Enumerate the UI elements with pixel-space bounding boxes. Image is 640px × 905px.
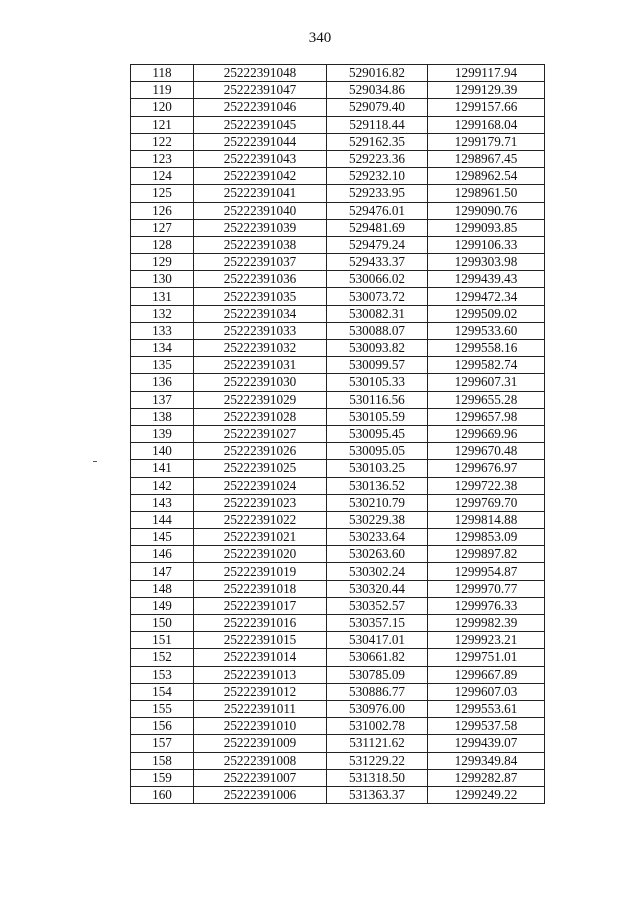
y-coordinate-cell: 1299582.74 xyxy=(428,357,545,374)
x-coordinate-cell: 530095.05 xyxy=(327,443,428,460)
table-row xyxy=(131,494,545,511)
point-id-cell: 25222391007 xyxy=(194,769,327,786)
x-coordinate-cell: 530357.15 xyxy=(327,615,428,632)
point-id-cell: 25222391015 xyxy=(194,632,327,649)
y-coordinate-cell: 1299667.89 xyxy=(428,666,545,683)
row-index-cell: 142 xyxy=(131,477,194,494)
table-row xyxy=(131,752,545,769)
y-coordinate-cell: 1299249.22 xyxy=(428,786,545,803)
y-coordinate-cell: 1299954.87 xyxy=(428,563,545,580)
x-coordinate-cell: 530093.82 xyxy=(327,340,428,357)
x-coordinate-cell: 530302.24 xyxy=(327,563,428,580)
table-row xyxy=(131,305,545,322)
table-row xyxy=(131,116,545,133)
y-coordinate-cell: 1299129.39 xyxy=(428,82,545,99)
x-coordinate-cell: 531121.62 xyxy=(327,735,428,752)
x-coordinate-cell: 529079.40 xyxy=(327,99,428,116)
point-id-cell: 25222391026 xyxy=(194,443,327,460)
y-coordinate-cell: 1298961.50 xyxy=(428,185,545,202)
x-coordinate-cell: 529233.95 xyxy=(327,185,428,202)
x-coordinate-cell: 530088.07 xyxy=(327,322,428,339)
y-coordinate-cell: 1299558.16 xyxy=(428,340,545,357)
row-index-cell: 157 xyxy=(131,735,194,752)
table-row xyxy=(131,769,545,786)
row-index-cell: 143 xyxy=(131,494,194,511)
row-index-cell: 139 xyxy=(131,425,194,442)
x-coordinate-cell: 529118.44 xyxy=(327,116,428,133)
y-coordinate-cell: 1299093.85 xyxy=(428,219,545,236)
y-coordinate-cell: 1299439.07 xyxy=(428,735,545,752)
point-id-cell: 25222391041 xyxy=(194,185,327,202)
y-coordinate-cell: 1299607.31 xyxy=(428,374,545,391)
row-index-cell: 122 xyxy=(131,133,194,150)
row-index-cell: 131 xyxy=(131,288,194,305)
point-id-cell: 25222391033 xyxy=(194,322,327,339)
x-coordinate-cell: 529433.37 xyxy=(327,254,428,271)
row-index-cell: 156 xyxy=(131,718,194,735)
table-row xyxy=(131,374,545,391)
y-coordinate-cell: 1299537.58 xyxy=(428,718,545,735)
table-row xyxy=(131,477,545,494)
x-coordinate-cell: 531318.50 xyxy=(327,769,428,786)
row-index-cell: 124 xyxy=(131,168,194,185)
table-row xyxy=(131,683,545,700)
y-coordinate-cell: 1299157.66 xyxy=(428,99,545,116)
point-id-cell: 25222391044 xyxy=(194,133,327,150)
x-coordinate-cell: 529034.86 xyxy=(327,82,428,99)
table-row xyxy=(131,133,545,150)
point-id-cell: 25222391045 xyxy=(194,116,327,133)
table-row xyxy=(131,168,545,185)
row-index-cell: 128 xyxy=(131,236,194,253)
point-id-cell: 25222391008 xyxy=(194,752,327,769)
x-coordinate-cell: 530095.45 xyxy=(327,425,428,442)
x-coordinate-cell: 529232.10 xyxy=(327,168,428,185)
row-index-cell: 152 xyxy=(131,649,194,666)
y-coordinate-cell: 1299106.33 xyxy=(428,236,545,253)
table-row xyxy=(131,563,545,580)
x-coordinate-cell: 530210.79 xyxy=(327,494,428,511)
table-row xyxy=(131,615,545,632)
row-index-cell: 145 xyxy=(131,529,194,546)
x-coordinate-cell: 531363.37 xyxy=(327,786,428,803)
point-id-cell: 25222391009 xyxy=(194,735,327,752)
y-coordinate-cell: 1299533.60 xyxy=(428,322,545,339)
table-row xyxy=(131,150,545,167)
point-id-cell: 25222391024 xyxy=(194,477,327,494)
row-index-cell: 132 xyxy=(131,305,194,322)
point-id-cell: 25222391019 xyxy=(194,563,327,580)
point-id-cell: 25222391034 xyxy=(194,305,327,322)
page-number: 340 xyxy=(308,30,332,46)
table-row xyxy=(131,185,545,202)
table-body xyxy=(131,65,545,804)
x-coordinate-cell: 530116.56 xyxy=(327,391,428,408)
point-id-cell: 25222391040 xyxy=(194,202,327,219)
y-coordinate-cell: 1299655.28 xyxy=(428,391,545,408)
point-id-cell: 25222391016 xyxy=(194,615,327,632)
point-id-cell: 25222391018 xyxy=(194,580,327,597)
row-index-cell: 158 xyxy=(131,752,194,769)
table-row xyxy=(131,408,545,425)
x-coordinate-cell: 530886.77 xyxy=(327,683,428,700)
x-coordinate-cell: 530417.01 xyxy=(327,632,428,649)
x-coordinate-cell: 530066.02 xyxy=(327,271,428,288)
row-index-cell: 133 xyxy=(131,322,194,339)
row-index-cell: 127 xyxy=(131,219,194,236)
x-coordinate-cell: 529479.24 xyxy=(327,236,428,253)
x-coordinate-cell: 531229.22 xyxy=(327,752,428,769)
y-coordinate-cell: 1299853.09 xyxy=(428,529,545,546)
x-coordinate-cell: 530229.38 xyxy=(327,511,428,528)
y-coordinate-cell: 1299117.94 xyxy=(428,65,545,82)
point-id-cell: 25222391022 xyxy=(194,511,327,528)
table-row xyxy=(131,735,545,752)
x-coordinate-cell: 529223.36 xyxy=(327,150,428,167)
x-coordinate-cell: 530661.82 xyxy=(327,649,428,666)
table-row xyxy=(131,82,545,99)
x-coordinate-cell: 530105.33 xyxy=(327,374,428,391)
point-id-cell: 25222391047 xyxy=(194,82,327,99)
point-id-cell: 25222391042 xyxy=(194,168,327,185)
point-id-cell: 25222391014 xyxy=(194,649,327,666)
row-index-cell: 160 xyxy=(131,786,194,803)
y-coordinate-cell: 1299970.77 xyxy=(428,580,545,597)
row-index-cell: 130 xyxy=(131,271,194,288)
y-coordinate-cell: 1299439.43 xyxy=(428,271,545,288)
table-row xyxy=(131,786,545,803)
coordinates-table xyxy=(130,64,545,804)
x-coordinate-cell: 529476.01 xyxy=(327,202,428,219)
x-coordinate-cell: 530073.72 xyxy=(327,288,428,305)
row-index-cell: 148 xyxy=(131,580,194,597)
x-coordinate-cell: 531002.78 xyxy=(327,718,428,735)
row-index-cell: 123 xyxy=(131,150,194,167)
y-coordinate-cell: 1299168.04 xyxy=(428,116,545,133)
point-id-cell: 25222391013 xyxy=(194,666,327,683)
table-row xyxy=(131,219,545,236)
row-index-cell: 151 xyxy=(131,632,194,649)
point-id-cell: 25222391032 xyxy=(194,340,327,357)
point-id-cell: 25222391023 xyxy=(194,494,327,511)
x-coordinate-cell: 530103.25 xyxy=(327,460,428,477)
y-coordinate-cell: 1299282.87 xyxy=(428,769,545,786)
row-index-cell: 135 xyxy=(131,357,194,374)
row-index-cell: 121 xyxy=(131,116,194,133)
x-coordinate-cell: 530320.44 xyxy=(327,580,428,597)
row-index-cell: 159 xyxy=(131,769,194,786)
table-row xyxy=(131,271,545,288)
row-index-cell: 146 xyxy=(131,546,194,563)
table-row xyxy=(131,236,545,253)
row-index-cell: 153 xyxy=(131,666,194,683)
table-row xyxy=(131,357,545,374)
row-index-cell: 120 xyxy=(131,99,194,116)
row-index-cell: 136 xyxy=(131,374,194,391)
point-id-cell: 25222391037 xyxy=(194,254,327,271)
row-index-cell: 150 xyxy=(131,615,194,632)
table-row xyxy=(131,597,545,614)
y-coordinate-cell: 1299509.02 xyxy=(428,305,545,322)
y-coordinate-cell: 1299553.61 xyxy=(428,700,545,717)
table-row xyxy=(131,700,545,717)
x-coordinate-cell: 530136.52 xyxy=(327,477,428,494)
table-row xyxy=(131,391,545,408)
y-coordinate-cell: 1299923.21 xyxy=(428,632,545,649)
table-row xyxy=(131,632,545,649)
point-id-cell: 25222391031 xyxy=(194,357,327,374)
table-row xyxy=(131,546,545,563)
y-coordinate-cell: 1299349.84 xyxy=(428,752,545,769)
table-row xyxy=(131,340,545,357)
table-row xyxy=(131,580,545,597)
point-id-cell: 25222391006 xyxy=(194,786,327,803)
point-id-cell: 25222391048 xyxy=(194,65,327,82)
table-row xyxy=(131,322,545,339)
row-index-cell: 138 xyxy=(131,408,194,425)
point-id-cell: 25222391028 xyxy=(194,408,327,425)
point-id-cell: 25222391029 xyxy=(194,391,327,408)
point-id-cell: 25222391025 xyxy=(194,460,327,477)
y-coordinate-cell: 1298967.45 xyxy=(428,150,545,167)
margin-mark xyxy=(93,461,97,462)
point-id-cell: 25222391010 xyxy=(194,718,327,735)
x-coordinate-cell: 530099.57 xyxy=(327,357,428,374)
table-row xyxy=(131,460,545,477)
table-row xyxy=(131,288,545,305)
y-coordinate-cell: 1299676.97 xyxy=(428,460,545,477)
x-coordinate-cell: 530105.59 xyxy=(327,408,428,425)
table-row xyxy=(131,718,545,735)
table-row xyxy=(131,649,545,666)
x-coordinate-cell: 529481.69 xyxy=(327,219,428,236)
row-index-cell: 119 xyxy=(131,82,194,99)
row-index-cell: 147 xyxy=(131,563,194,580)
x-coordinate-cell: 529016.82 xyxy=(327,65,428,82)
y-coordinate-cell: 1299769.70 xyxy=(428,494,545,511)
y-coordinate-cell: 1299814.88 xyxy=(428,511,545,528)
y-coordinate-cell: 1299607.03 xyxy=(428,683,545,700)
point-id-cell: 25222391027 xyxy=(194,425,327,442)
y-coordinate-cell: 1299897.82 xyxy=(428,546,545,563)
row-index-cell: 125 xyxy=(131,185,194,202)
y-coordinate-cell: 1299982.39 xyxy=(428,615,545,632)
x-coordinate-cell: 530263.60 xyxy=(327,546,428,563)
y-coordinate-cell: 1299669.96 xyxy=(428,425,545,442)
point-id-cell: 25222391030 xyxy=(194,374,327,391)
table-row xyxy=(131,65,545,82)
y-coordinate-cell: 1298962.54 xyxy=(428,168,545,185)
y-coordinate-cell: 1299751.01 xyxy=(428,649,545,666)
table-row xyxy=(131,529,545,546)
point-id-cell: 25222391039 xyxy=(194,219,327,236)
point-id-cell: 25222391046 xyxy=(194,99,327,116)
point-id-cell: 25222391017 xyxy=(194,597,327,614)
row-index-cell: 140 xyxy=(131,443,194,460)
x-coordinate-cell: 529162.35 xyxy=(327,133,428,150)
row-index-cell: 144 xyxy=(131,511,194,528)
table-row xyxy=(131,511,545,528)
row-index-cell: 141 xyxy=(131,460,194,477)
y-coordinate-cell: 1299179.71 xyxy=(428,133,545,150)
row-index-cell: 155 xyxy=(131,700,194,717)
y-coordinate-cell: 1299303.98 xyxy=(428,254,545,271)
point-id-cell: 25222391011 xyxy=(194,700,327,717)
point-id-cell: 25222391036 xyxy=(194,271,327,288)
row-index-cell: 126 xyxy=(131,202,194,219)
row-index-cell: 137 xyxy=(131,391,194,408)
y-coordinate-cell: 1299976.33 xyxy=(428,597,545,614)
x-coordinate-cell: 530233.64 xyxy=(327,529,428,546)
point-id-cell: 25222391038 xyxy=(194,236,327,253)
table-row xyxy=(131,425,545,442)
table-row xyxy=(131,202,545,219)
y-coordinate-cell: 1299472.34 xyxy=(428,288,545,305)
point-id-cell: 25222391020 xyxy=(194,546,327,563)
point-id-cell: 25222391035 xyxy=(194,288,327,305)
table-row xyxy=(131,666,545,683)
row-index-cell: 134 xyxy=(131,340,194,357)
x-coordinate-cell: 530976.00 xyxy=(327,700,428,717)
table-row xyxy=(131,443,545,460)
y-coordinate-cell: 1299657.98 xyxy=(428,408,545,425)
point-id-cell: 25222391021 xyxy=(194,529,327,546)
point-id-cell: 25222391012 xyxy=(194,683,327,700)
y-coordinate-cell: 1299090.76 xyxy=(428,202,545,219)
y-coordinate-cell: 1299670.48 xyxy=(428,443,545,460)
row-index-cell: 149 xyxy=(131,597,194,614)
y-coordinate-cell: 1299722.38 xyxy=(428,477,545,494)
row-index-cell: 154 xyxy=(131,683,194,700)
table-row xyxy=(131,99,545,116)
row-index-cell: 118 xyxy=(131,65,194,82)
table-row xyxy=(131,254,545,271)
x-coordinate-cell: 530785.09 xyxy=(327,666,428,683)
point-id-cell: 25222391043 xyxy=(194,150,327,167)
row-index-cell: 129 xyxy=(131,254,194,271)
x-coordinate-cell: 530082.31 xyxy=(327,305,428,322)
x-coordinate-cell: 530352.57 xyxy=(327,597,428,614)
